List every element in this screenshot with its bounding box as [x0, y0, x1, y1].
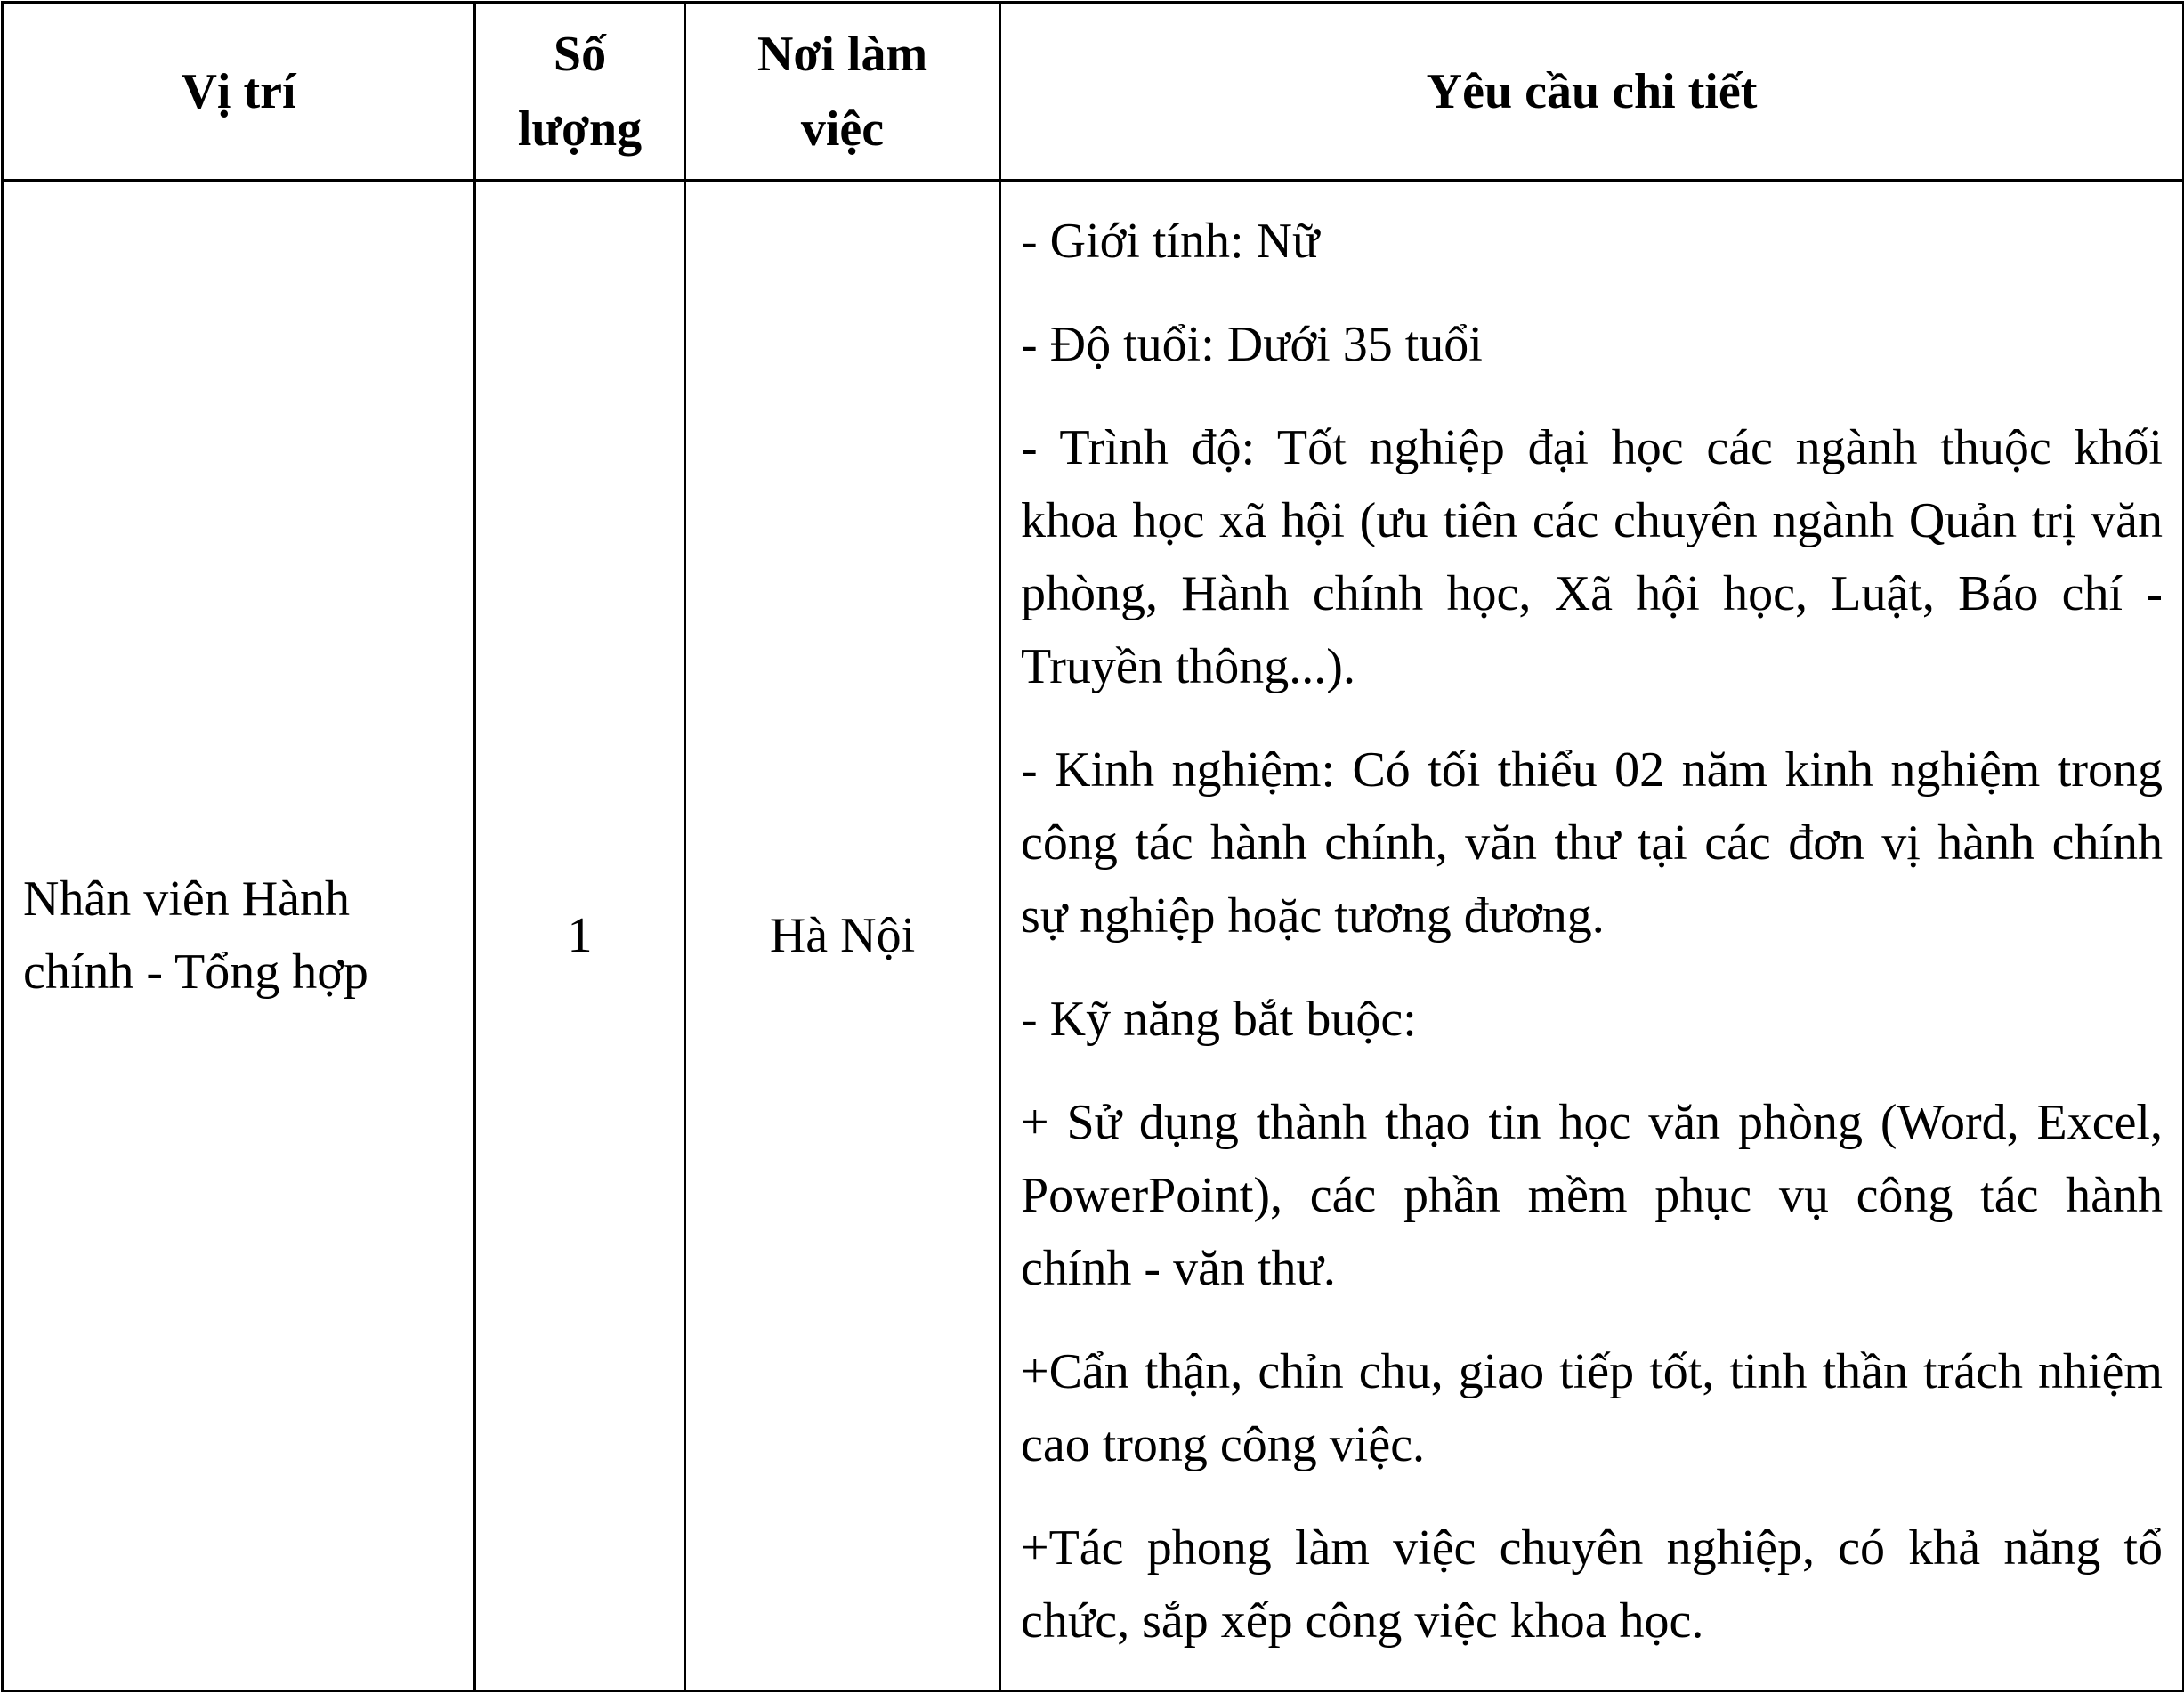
header-location-label-line2: việc: [800, 101, 885, 157]
requirement-age: - Độ tuổi: Dưới 35 tuổi: [1021, 317, 1483, 372]
requirement-skills-heading: - Kỹ năng bắt buộc:: [1021, 992, 1417, 1047]
position-title-line1: Nhân viên Hành: [23, 871, 351, 927]
quantity-value: 1: [567, 908, 593, 963]
requirement-experience: - Kinh nghiệm: Có tối thiểu 02 năm kinh nghiệm trong công tác hành chính, văn thư tại các đơn vị hành chính sự nghiệp hoặc tương đương.: [1021, 742, 2163, 944]
table-row: [3, 181, 2184, 1691]
position-title-line2: chính - Tổng hợp: [23, 944, 368, 1000]
cell-location: [685, 181, 1000, 1691]
requirement-skill-professional: +Tác phong làm việc chuyên nghiệp, có khả năng tổ chức, sắp xếp công việc khoa học.: [1021, 1520, 2163, 1649]
requirement-gender: - Giới tính: Nữ: [1021, 214, 1320, 269]
requirement-education: - Trình độ: Tốt nghiệp đại học các ngành thuộc khối khoa học xã hội (ưu tiên các chuyên ngành Quản trị văn phòng, Hành chính học, Xã hội học, Luật, Báo chí - Truyền thông...).: [1021, 420, 2163, 694]
requirement-skill-office: + Sử dụng thành thạo tin học văn phòng (Word, Excel, PowerPoint), các phần mềm phục vụ công tác hành chính - văn thư.: [1021, 1095, 2163, 1296]
header-location: [685, 3, 1000, 181]
header-location-label-line1: Nơi làm: [756, 26, 928, 82]
cell-position: [3, 181, 475, 1691]
location-value: Hà Nội: [769, 908, 916, 963]
header-details-label: Yêu cầu chi tiết: [1426, 63, 1758, 119]
header-quantity-label-line1: Số: [553, 26, 607, 82]
cell-details: [1000, 181, 2184, 1691]
header-quantity: [475, 3, 685, 181]
header-quantity-label-line2: lượng: [517, 101, 643, 157]
job-requirements-table: [1, 1, 2184, 1692]
header-details: [1000, 3, 2184, 181]
header-row: [3, 3, 2184, 181]
header-position: [3, 3, 475, 181]
requirement-skill-careful: +Cẩn thận, chỉn chu, giao tiếp tốt, tinh thần trách nhiệm cao trong công việc.: [1021, 1344, 2163, 1472]
cell-quantity: [475, 181, 685, 1691]
header-position-label: Vị trí: [181, 63, 296, 119]
